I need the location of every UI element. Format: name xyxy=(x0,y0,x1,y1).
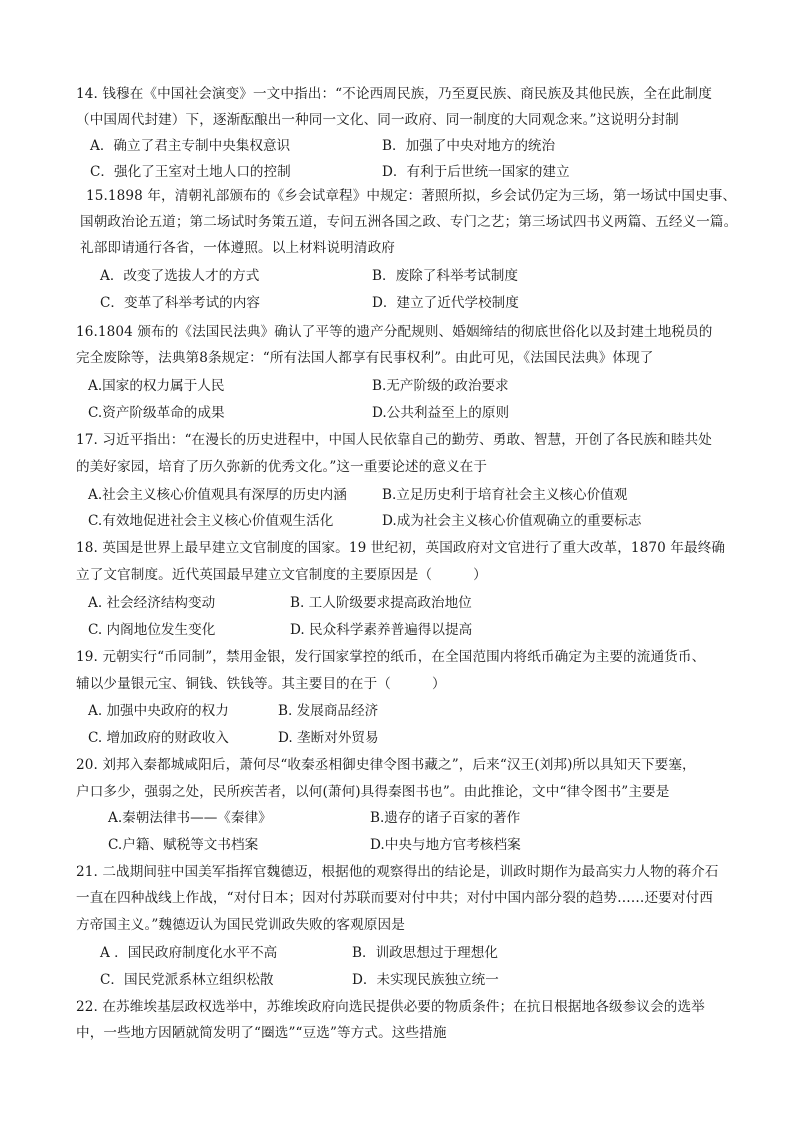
question-17-line-1: 17. 习近平指出：“在漫长的历史进程中，中国人民依靠自己的勤劳、勇敢、智慧，开创了各民族和睦共处 xyxy=(76,432,712,448)
question-18-option-a[interactable]: A. 社会经济结构变动 xyxy=(88,595,216,611)
question-15-option-c[interactable]: C．变革了科举考试的内容 xyxy=(100,295,260,311)
question-16-option-a[interactable]: A.国家的权力属于人民 xyxy=(88,378,225,394)
question-18-option-c[interactable]: C. 内阁地位发生变化 xyxy=(88,622,216,638)
question-22-line-1: 22. 在苏维埃基层政权选举中，苏维埃政府向选民提供必要的物质条件；在抗日根据地各级参议会的选举 xyxy=(76,999,705,1015)
question-17-option-d[interactable]: D.成为社会主义核心价值观确立的重要标志 xyxy=(382,513,642,529)
question-17-option-b[interactable]: B.立足历史利于培育社会主义核心价值观 xyxy=(382,487,628,503)
question-14-option-a[interactable]: A．确立了君主专制中央集权意识 xyxy=(90,138,291,154)
question-14-line-2: （中国周代封建）下，逐渐酝酿出一种同一文化、同一政府、同一制度的大同观念来。”这说明分封制 xyxy=(76,112,679,128)
question-15-option-a[interactable]: A．改变了选拔人才的方式 xyxy=(100,268,260,284)
question-22-line-2: 中，一些地方因陋就简发明了“圈选”“豆选”等方式。这些措施 xyxy=(76,1025,447,1041)
question-18-option-d[interactable]: D. 民众科学素养普遍得以提高 xyxy=(290,622,473,638)
question-19-option-b[interactable]: B. 发展商品经济 xyxy=(278,703,379,719)
question-14-option-c[interactable]: C．强化了王室对土地人口的控制 xyxy=(90,164,291,180)
question-16-option-d[interactable]: D.公共利益至上的原则 xyxy=(372,405,510,421)
question-20-option-b[interactable]: B.遗存的诸子百家的著作 xyxy=(370,810,521,826)
question-16-option-b[interactable]: B.无产阶级的政治要求 xyxy=(372,378,509,394)
question-21-option-d[interactable]: D．未实现民族独立统一 xyxy=(352,972,499,988)
question-20-option-a[interactable]: A.秦朝法律书——《秦律》 xyxy=(108,810,272,826)
question-21-line-1: 21. 二战期间驻中国美军指挥官魏德迈，根据他的观察得出的结论是，训政时期作为最高实力人物的蒋介石 xyxy=(76,864,719,880)
question-19-option-a[interactable]: A. 加强中央政府的权力 xyxy=(88,703,229,719)
question-17-option-c[interactable]: C.有效地促进社会主义核心价值观生活化 xyxy=(88,513,334,529)
question-15-option-b[interactable]: B．废除了科举考试制度 xyxy=(372,268,518,284)
question-16-option-c[interactable]: C.资产阶级革命的成果 xyxy=(88,405,225,421)
question-19-option-d[interactable]: D. 垄断对外贸易 xyxy=(278,730,379,746)
question-15-line-1: 15.1898 年，清朝礼部颁布的《乡会试章程》中规定：著照所拟，乡会试仍定为三场，第一场试中国史事、 xyxy=(86,188,737,204)
question-20-option-c[interactable]: C.户籍、赋税等文书档案 xyxy=(108,837,259,853)
question-21-line-3: 方帝国主义。”魏德迈认为国民党训政失败的客观原因是 xyxy=(76,917,405,933)
question-21-option-b[interactable]: B．训政思想过于理想化 xyxy=(352,945,498,961)
question-16-line-2: 完全废除等，法典第8条规定：“所有法国人都享有民事权利”。由此可见，《法国民法典》体现了 xyxy=(76,350,654,366)
question-18-line-2: 立了文官制度。近代英国最早建立文官制度的主要原因是（ ） xyxy=(76,567,487,583)
question-19-line-2: 辅以少量银元宝、铜钱、铁钱等。其主要目的在于（ ） xyxy=(76,676,446,692)
question-20-line-1: 20. 刘邦入秦都城咸阳后，萧何尽“收秦丞相御史律令图书藏之”，后来“汉王(刘邦)所以具知天下要塞， xyxy=(76,757,696,773)
question-21-option-c[interactable]: C．国民党派系林立组织松散 xyxy=(100,972,274,988)
question-21-line-2: 一直在四种战线上作战，“对付日本；因对付苏联而要对付中共；对付中国内部分裂的趋势……还要对付西 xyxy=(76,890,713,906)
question-20-line-2: 户口多少，强弱之处，民所疾苦者，以何(萧何)具得秦图书也”。由此推论，文中“律令图书”主要是 xyxy=(76,784,670,800)
question-20-option-d[interactable]: D.中央与地方官考核档案 xyxy=(370,837,521,853)
question-18-line-1: 18. 英国是世界上最早建立文官制度的国家。19 世纪初，英国政府对文官进行了重大改革，1870 年最终确 xyxy=(76,540,726,556)
question-17-line-2: 的美好家园，培育了历久弥新的优秀文化。”这一重要论述的意义在于 xyxy=(76,459,488,475)
question-14-line-1: 14. 钱穆在《中国社会演变》一文中指出：“不论西周民族，乃至夏民族、商民族及其他民族，全在此制度 xyxy=(76,86,712,102)
question-19-line-1: 19. 元朝实行“币同制”，禁用金银，发行国家掌控的纸币，在全国范围内将纸币确定为主要的流通货币、 xyxy=(76,649,706,665)
question-18-option-b[interactable]: B. 工人阶级要求提高政治地位 xyxy=(290,595,472,611)
question-14-option-d[interactable]: D．有利于后世统一国家的建立 xyxy=(382,164,570,180)
question-21-option-a[interactable]: A ．国民政府制度化水平不高 xyxy=(100,945,278,961)
question-14-option-b[interactable]: B．加强了中央对地方的统治 xyxy=(382,138,556,154)
question-17-option-a[interactable]: A.社会主义核心价值观具有深厚的历史内涵 xyxy=(88,487,347,503)
question-15-option-d[interactable]: D．建立了近代学校制度 xyxy=(372,295,519,311)
question-15-line-2: 国朝政治论五道；第二场试时务策五道，专问五洲各国之政、专门之艺；第三场试四书义两篇、五经义一篇。 xyxy=(80,214,738,230)
question-16-line-1: 16.1804 颁布的《法国民法典》确认了平等的遗产分配规则、婚姻缔结的彻底世俗化以及封建土地税员的 xyxy=(76,324,713,340)
question-15-line-3: 礼部即请通行各省，一体遵照。以上材料说明清政府 xyxy=(80,240,395,256)
question-19-option-c[interactable]: C. 增加政府的财政收入 xyxy=(88,730,229,746)
